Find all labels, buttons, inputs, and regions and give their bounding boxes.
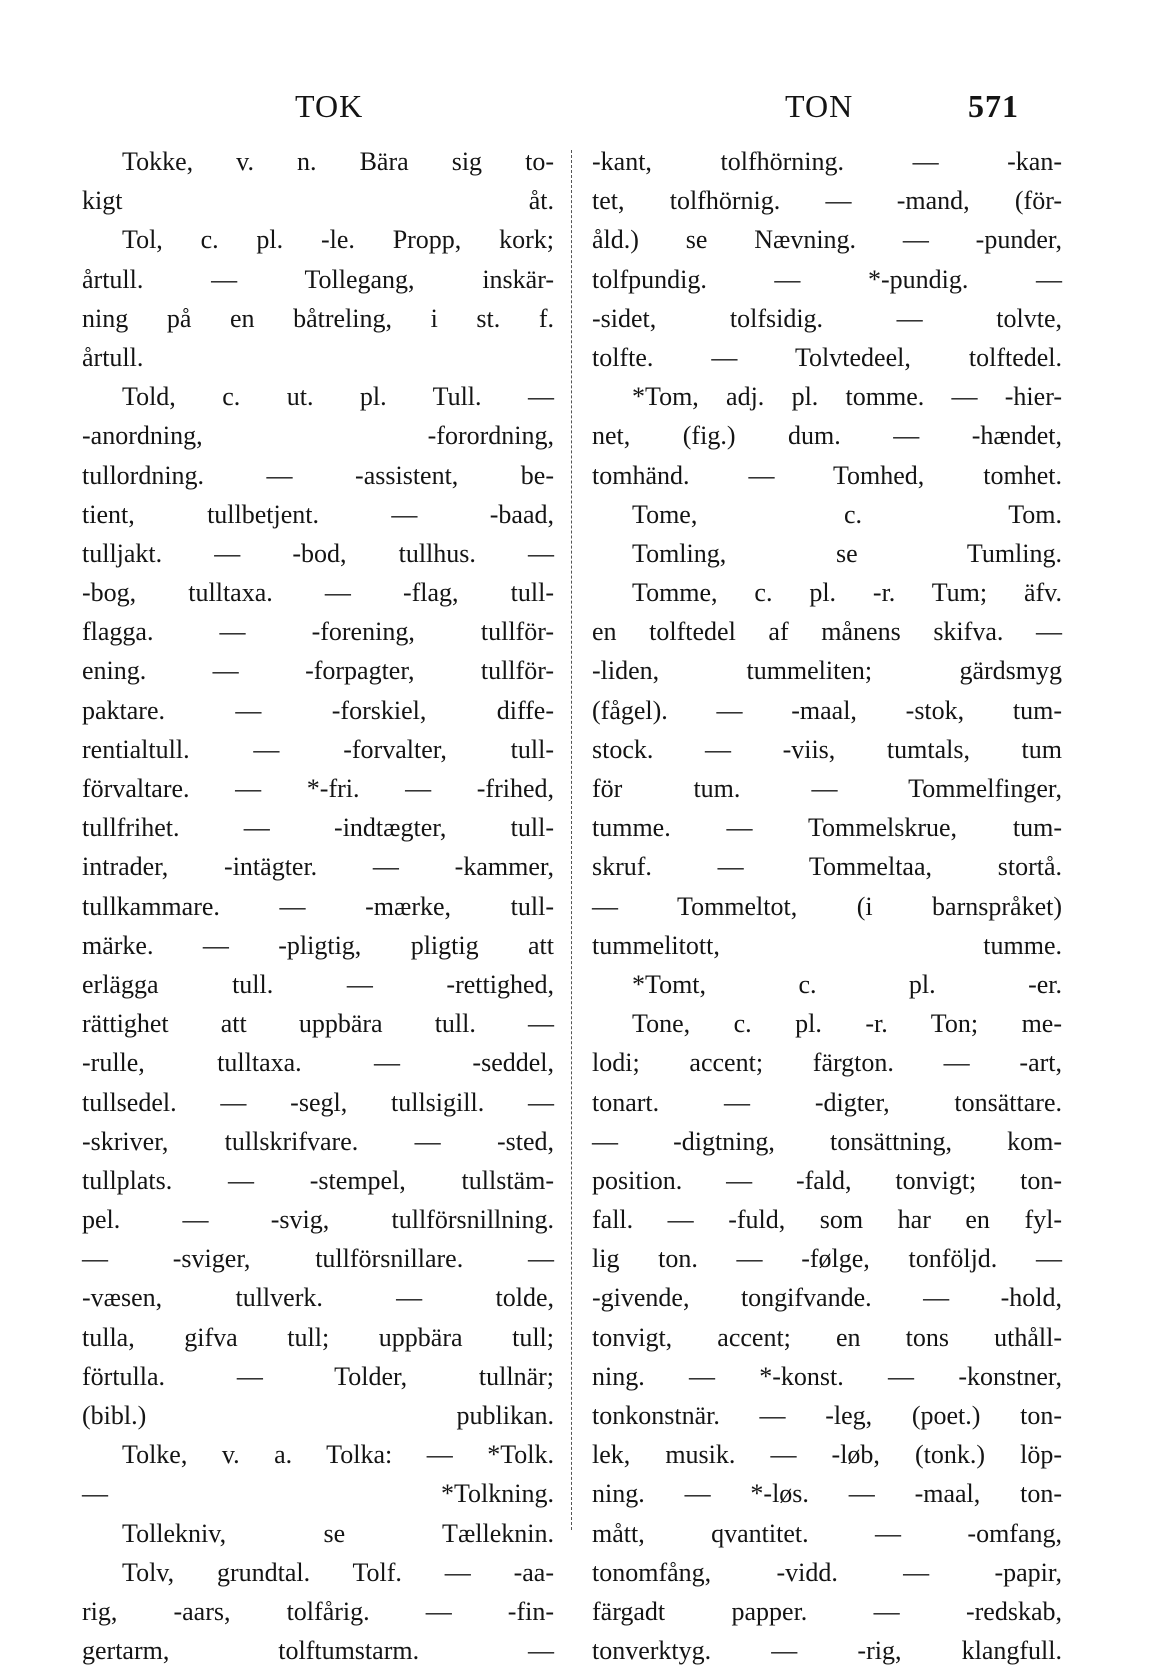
text-line: tonvigt, accent; en tons uthåll- bbox=[592, 1322, 1062, 1352]
text-line: paktare. — -forskiel, diffe- bbox=[82, 695, 554, 725]
right-column bbox=[592, 142, 1062, 1666]
text-line: -rulle, tulltaxa. — -seddel, bbox=[82, 1048, 554, 1078]
text-line: intrader, -intägter. — -kammer, bbox=[82, 852, 554, 882]
text-line: -væsen, tullverk. — tolde, bbox=[82, 1283, 554, 1313]
text-line: stock. — -viis, tumtals, tum bbox=[592, 734, 1062, 764]
text-line: årtull. bbox=[82, 342, 144, 372]
text-line: ning. — *-konst. — -konstner, bbox=[592, 1361, 1062, 1391]
text-line: — -sviger, tullförsnillare. — bbox=[82, 1244, 554, 1274]
text-line: Tomling, se Tumling. bbox=[632, 538, 1062, 568]
text-line: tonart. — -digter, tonsättare. bbox=[592, 1087, 1062, 1117]
text-line: tomhänd. — Tomhed, tomhet. bbox=[592, 460, 1062, 490]
text-line: Tol, c. pl. -le. Propp, kork; bbox=[122, 225, 554, 255]
text-line: gertarm, tolftumstarm. — bbox=[82, 1636, 554, 1666]
text-line: tullsedel. — -segl, tullsigill. — bbox=[82, 1087, 554, 1117]
text-line: — Tommeltot, (i barnspråket) bbox=[592, 891, 1062, 921]
text-line: tullplats. — -stempel, tullstäm- bbox=[82, 1165, 554, 1195]
text-line: tullkammare. — -mærke, tull- bbox=[82, 891, 554, 921]
text-line: tullordning. — -assistent, be- bbox=[82, 460, 554, 490]
text-line: förvaltare. — *-fri. — -frihed, bbox=[82, 774, 554, 803]
text-line: erlägga tull. — -rettighed, bbox=[82, 969, 554, 999]
text-line: *Tomt, c. pl. -er. bbox=[632, 969, 1062, 999]
text-line: rättighet att uppbära tull. — bbox=[82, 1009, 554, 1039]
text-line: ning på en båtreling, i st. f. bbox=[82, 303, 554, 333]
text-line: -kant, tolfhörning. — -kan- bbox=[592, 147, 1062, 176]
text-line: ening. — -forpagter, tullför- bbox=[82, 656, 554, 686]
text-line: -sidet, tolfsidig. — tolvte, bbox=[592, 303, 1062, 333]
text-line: flagga. — -forening, tullför- bbox=[82, 617, 554, 647]
column-divider bbox=[571, 150, 572, 1530]
text-line: lodi; accent; färgton. — -art, bbox=[592, 1048, 1062, 1078]
text-line: pel. — -svig, tullförsnillning. bbox=[82, 1205, 554, 1235]
text-line: position. — -fald, tonvigt; ton- bbox=[592, 1165, 1062, 1195]
text-line: — *Tolkning. bbox=[82, 1479, 554, 1509]
text-line: -givende, tongifvande. — -hold, bbox=[592, 1283, 1062, 1313]
text-line: *Tom, adj. pl. tomme. — -hier- bbox=[632, 382, 1062, 412]
text-line: färgadt papper. — -redskab, bbox=[592, 1596, 1062, 1626]
running-header bbox=[0, 88, 1152, 128]
text-line: tonverktyg. — -rig, klangfull. bbox=[592, 1636, 1062, 1666]
text-line: tolfte. — Tolvtedeel, tolftedel. bbox=[592, 342, 1062, 372]
text-line: för tum. — Tommelfinger, bbox=[592, 774, 1062, 803]
text-line: (bibl.) publikan. bbox=[82, 1401, 554, 1430]
text-line: märke. — -pligtig, pligtig att bbox=[82, 930, 554, 960]
text-line: skruf. — Tommeltaa, stortå. bbox=[592, 852, 1062, 882]
left-guide-word: TOK bbox=[295, 88, 364, 124]
text-line: — -digtning, tonsättning, kom- bbox=[592, 1126, 1062, 1156]
text-line: tulljakt. — -bod, tullhus. — bbox=[82, 538, 554, 568]
text-line: ning. — *-løs. — -maal, ton- bbox=[592, 1479, 1062, 1509]
text-line: tulla, gifva tull; uppbära tull; bbox=[82, 1322, 554, 1352]
text-line: Tolke, v. a. Tolka: — *Tolk. bbox=[122, 1440, 554, 1470]
text-line: tient, tullbetjent. — -baad, bbox=[82, 499, 554, 529]
text-line: Told, c. ut. pl. Tull. — bbox=[122, 382, 554, 412]
text-line: åld.) se Nævning. — -punder, bbox=[592, 225, 1062, 255]
text-line: Tomme, c. pl. -r. Tum; äfv. bbox=[632, 578, 1062, 608]
left-column bbox=[82, 142, 554, 1666]
text-line: -liden, tummeliten; gärdsmyg bbox=[592, 656, 1062, 686]
text-line: rentialtull. — -forvalter, tull- bbox=[82, 734, 554, 764]
text-line: fall. — -fuld, som har en fyl- bbox=[592, 1205, 1062, 1235]
text-line: tonomfång, -vidd. — -papir, bbox=[592, 1557, 1062, 1587]
text-line: -skriver, tullskrifvare. — -sted, bbox=[82, 1126, 554, 1156]
text-line: (fågel). — -maal, -stok, tum- bbox=[592, 695, 1062, 725]
right-guide-word: TON bbox=[785, 88, 854, 124]
text-line: årtull. — Tollegang, inskär- bbox=[82, 264, 554, 294]
text-line: mått, qvantitet. — -omfang, bbox=[592, 1518, 1062, 1548]
text-line: tumme. — Tommelskrue, tum- bbox=[592, 813, 1062, 843]
text-line: kigt åt. bbox=[82, 186, 554, 216]
text-line: Tollekniv, se Tælleknin. bbox=[122, 1518, 554, 1548]
text-line: en tolftedel af månens skifva. — bbox=[592, 617, 1062, 647]
text-line: Tokke, v. n. Bära sig to- bbox=[122, 147, 554, 176]
text-line: Tolv, grundtal. Tolf. — -aa- bbox=[122, 1557, 554, 1587]
text-line: net, (fig.) dum. — -hændet, bbox=[592, 421, 1062, 451]
text-line: tet, tolfhörnig. — -mand, (för- bbox=[592, 186, 1062, 216]
text-line: tonkonstnär. — -leg, (poet.) ton- bbox=[592, 1401, 1062, 1430]
text-line: tullfrihet. — -indtægter, tull- bbox=[82, 813, 554, 843]
text-line: -anordning, -forordning, bbox=[82, 421, 554, 451]
text-line: lek, musik. — -løb, (tonk.) löp- bbox=[592, 1440, 1062, 1470]
text-line: Tone, c. pl. -r. Ton; me- bbox=[632, 1009, 1062, 1039]
text-line: -bog, tulltaxa. — -flag, tull- bbox=[82, 578, 554, 608]
text-line: tolfpundig. — *-pundig. — bbox=[592, 264, 1062, 294]
text-line: tummelitott, tumme. bbox=[592, 930, 1062, 960]
text-line: rig, -aars, tolfårig. — -fin- bbox=[82, 1596, 554, 1626]
text-line: Tome, c. Tom. bbox=[632, 499, 1062, 529]
text-line: lig ton. — -følge, tonföljd. — bbox=[592, 1244, 1062, 1274]
page-number: 571 bbox=[968, 88, 1019, 124]
text-line: förtulla. — Tolder, tullnär; bbox=[82, 1361, 554, 1391]
